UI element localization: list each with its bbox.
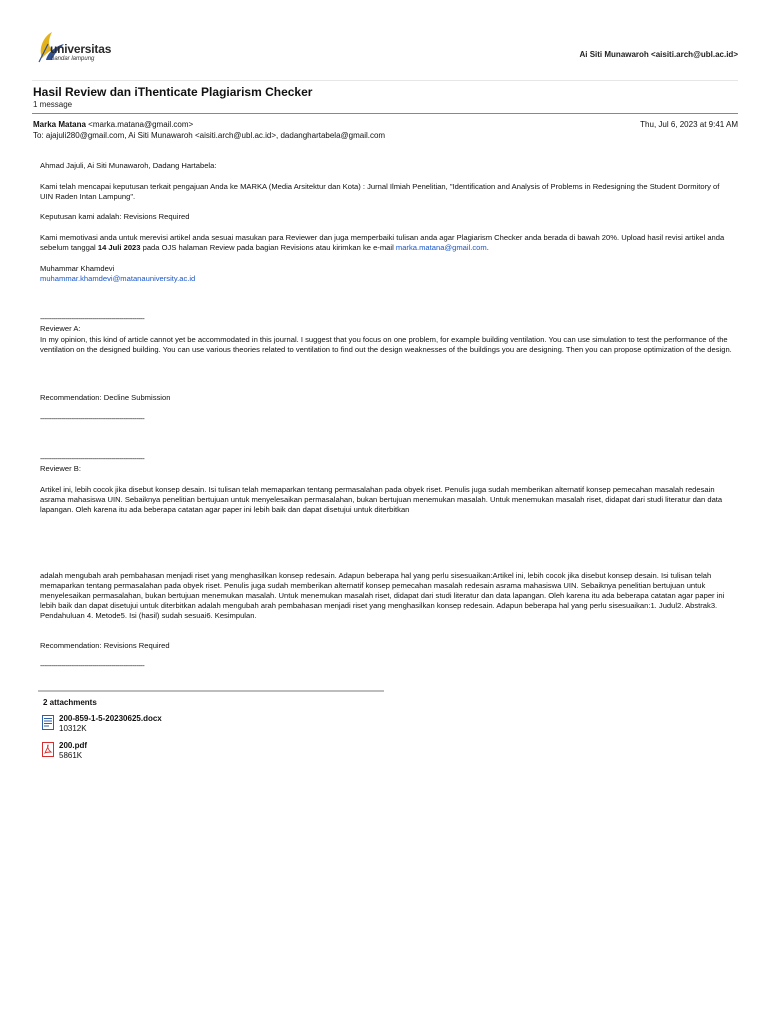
decision-intro: Kami telah mencapai keputusan terkait pengajuan Anda ke MARKA (Media Arsitektur dan Kota) : Jurnal Ilmiah Penelitian, "Identification and Analysis of Problems in Redesigning the Student Dormitory of UIN Raden Intan Lampung". — [40, 182, 720, 201]
header-divider — [32, 80, 738, 81]
separator: ------------------------------------------------------ — [40, 454, 145, 463]
message-date: Thu, Jul 6, 2023 at 9:41 AM — [640, 120, 738, 129]
attachment-size: 10312K — [59, 724, 87, 733]
reviewer-a-comments: In my opinion, this kind of article cannot yet be accommodated in this journal. I suggest that you focus on one problem, for example building ventilation. You can use simulation to test the performance of the ventilation on the designed building. You can use various theories related to ventilation to find out the design weaknesses of the buildings you are designing. Then you can propose optimization of the design. — [40, 335, 732, 354]
docx-file-icon — [42, 715, 54, 730]
instructions-text: Kami memotivasi anda untuk merevisi artikel anda sesuai masukan para Reviewer dan juga memperbaiki tulisan anda agar Plagiarism Checker anda berada di bawah 20%. Upload hasil revisi artikel anda sebelum tanggal — [40, 233, 725, 252]
attachments-divider — [38, 690, 384, 692]
university-logo — [36, 30, 126, 70]
recipients: To: ajajuli280@gmail.com, Ai Siti Munawaroh <aisiti.arch@ubl.ac.id>, dadanghartabela@gmail.com — [33, 131, 386, 140]
logo-subtitle: bandar lampung — [51, 56, 95, 62]
instructions-end: . — [486, 243, 489, 252]
sender-email: <marka.matana@gmail.com> — [88, 120, 194, 129]
greeting: Ahmad Jajuli, Ai Siti Munawaroh, Dadang Hartabela: — [40, 161, 217, 170]
thread-subject: Hasil Review dan iThenticate Plagiarism Checker — [33, 85, 313, 99]
reviewer-b-comments-part2: adalah mengubah arah pembahasan menjadi riset yang menghasilkan konsep redesain. Adapun beberapa hal yang perlu sisesuaikan:Artikel ini, lebih cocok jika disebut konsep desain. Isi tulisan telah memaparkan tentang permasalahan pada obyek riset. Penulis juga sudah memberikan alternatif konsep pemecahan masalah redesain asrama mahasiswa UIN. Sebaiknya penelitian bertujuan untuk menyelesaikan permasalahan, bukan bertujuan menemukan masalah. Untuk menemukan masalah riset, didapat dari studi literatur dan data lapangan. Oleh karena itu ada beberapa catatan agar paper ini lebih baik dan dapat disetujui untuk diterbitkan adalah mengubah arah pembahasan menjadi riset yang menghasilkan konsep redesain. Adapun beberapa hal yang perlu sisesuaikan:1. Judul2. Abstrak3. Pendahuluan 4. Metode5. Isi (hasil) sudah sesuai6. Kesimpulan. — [40, 571, 725, 620]
reviewer-b-recommendation: Recommendation: Revisions Required — [40, 641, 170, 650]
message-count: 1 message — [33, 100, 73, 109]
sender — [33, 120, 193, 129]
signer-name: Muhammar Khamdevi — [40, 264, 115, 273]
attachments-header: 2 attachments — [43, 698, 97, 707]
attachment-name[interactable]: 200.pdf — [59, 741, 88, 750]
revision-instructions — [40, 233, 732, 253]
decision-statement: Keputusan kami adalah: Revisions Required — [40, 212, 190, 221]
separator: ------------------------------------------------------ — [40, 661, 145, 670]
reviewer-a-label: Reviewer A: — [40, 324, 81, 333]
editor-email-link[interactable]: marka.matana@gmail.com — [395, 243, 487, 252]
reviewer-b-label: Reviewer B: — [40, 464, 81, 473]
attachment-name[interactable]: 200-859-1-5-20230625.docx — [59, 714, 162, 723]
reviewer-a-recommendation: Recommendation: Decline Submission — [40, 393, 171, 402]
signer-email-link[interactable]: muhammar.khamdevi@matanauniversity.ac.id — [40, 274, 196, 283]
reviewer-b-comments-part1: Artikel ini, lebih cocok jika disebut konsep desain. Isi tulisan telah memaparkan tentang permasalahan pada obyek riset. Penulis juga sudah memberikan alternatif konsep pemecahan masalah redesain asrama mahasiswa UIN. Sebaiknya penelitian bertujuan untuk menyelesaikan permasalahan, bukan bertujuan menemukan masalah. Untuk menemukan masalah riset, didapat dari studi literatur dan data lapangan. Oleh karena itu ada beberapa catatan agar paper ini lebih baik dan dapat disetujui untuk diterbitkan — [40, 485, 723, 514]
deadline-date: 14 Juli 2023 — [97, 243, 141, 252]
pdf-file-icon — [42, 742, 54, 757]
sender-name: Marka Matana — [33, 120, 86, 129]
instructions-text-2: pada OJS halaman Review pada bagian Revisions atau kirimkan ke e-mail — [140, 243, 396, 252]
logo-wordmark: universitas — [50, 42, 112, 56]
message-divider — [32, 113, 738, 114]
attachment-size: 5861K — [59, 751, 83, 760]
account-email: Ai Siti Munawaroh <aisiti.arch@ubl.ac.id> — [579, 50, 738, 59]
separator: ------------------------------------------------------ — [40, 314, 145, 323]
separator: ------------------------------------------------------ — [40, 414, 145, 423]
